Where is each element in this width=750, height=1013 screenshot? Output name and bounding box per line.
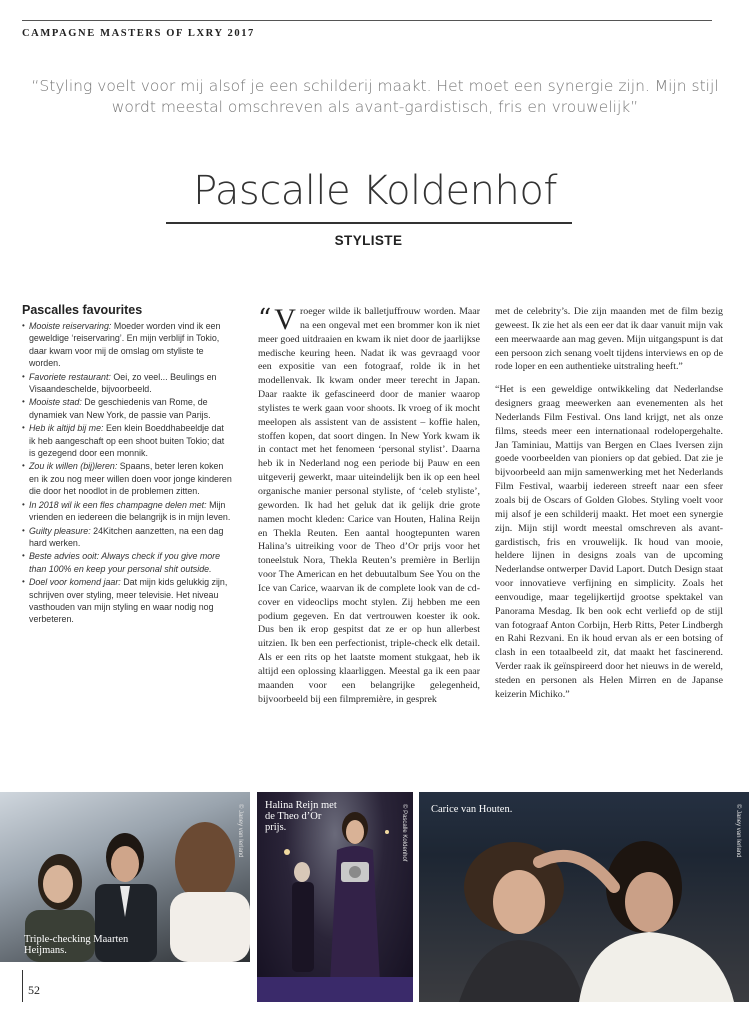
photo-caption: Halina Reijn met de Theo d’Or prijs. xyxy=(265,800,337,833)
article-paragraph xyxy=(258,305,480,706)
favourites-list xyxy=(22,320,232,626)
photo-maarten-heijmans xyxy=(0,792,250,962)
list-item xyxy=(22,499,232,524)
photo-carice-van-houten xyxy=(419,792,749,1002)
page-number-rule xyxy=(22,970,23,1002)
list-item xyxy=(22,320,232,370)
list-item xyxy=(22,460,232,497)
item-text: 24Kitchen aanzetten, na een dag hard werken. xyxy=(29,525,224,548)
item-key: Heb ik altijd bij me: xyxy=(29,423,104,434)
drop-quote-mark: “ xyxy=(258,304,272,334)
photo-caption: Triple-checking Maarten Heijmans. xyxy=(24,934,129,956)
list-item xyxy=(22,396,232,421)
item-text: Een klein Boeddhabeeldje dat ik heb aangeschaft op een shoot buiten Tokio; dat is gezegend door een monnik. xyxy=(29,423,225,459)
article-paragraph: met de celebrity’s. Die zijn maanden met de film bezig geweest. Ik zie het als een eer dat ik daar vanuit mijn vak een meerwaarde aan mag geven. Mijn uitgangspunt is dat een persoon zich senang voelt tijdens interviews en op de rode loper en een authentieke uitstraling heeft.” xyxy=(495,306,723,373)
item-text: De geschiedenis van Rome, de dynamiek van New York, de passie van Parijs. xyxy=(29,397,211,420)
article-column-middle xyxy=(258,305,480,715)
favourites-box xyxy=(22,303,232,627)
item-key: In 2018 wil ik een fles champagne delen met: xyxy=(29,499,207,510)
item-key: Favoriete restaurant: xyxy=(29,371,111,382)
photo-credit: © Janey van Ierland xyxy=(237,804,243,858)
photo-illustration xyxy=(419,792,749,1002)
item-key: Doel voor komend jaar: xyxy=(29,577,121,588)
article-column-right xyxy=(495,305,723,711)
header-rule xyxy=(22,20,712,21)
photo-credit: © Pascalle Koldenhof xyxy=(401,804,407,862)
title-rule xyxy=(166,222,572,224)
item-key: Zou ik willen (bij)leren: xyxy=(29,461,118,472)
list-item xyxy=(22,371,232,396)
article-title: Pascalle Koldenhof xyxy=(193,168,557,214)
section-kicker: CAMPAGNE MASTERS OF LXRY 2017 xyxy=(22,28,255,39)
list-item xyxy=(22,525,232,550)
favourites-title: Pascalles favourites xyxy=(22,303,143,317)
item-text: Spaans, beter leren koken en ik zou nog meer willen doen voor jonge kinderen die door het noodlot in de problemen zitten. xyxy=(29,461,232,497)
item-key: Beste advies ooit: Always check if you give more than 100% en keep your personal shit outside. xyxy=(29,551,221,574)
item-text: Oei, zo veel... Beulings en Visaandeschelde, bijvoorbeeld. xyxy=(29,371,217,395)
photo-caption: Carice van Houten. xyxy=(431,804,513,815)
item-key: Mooiste reiservaring: xyxy=(29,321,112,331)
paragraph-text: roeger wilde ik balletjuffrouw worden. Maar na een ongeval met een brommer kon ik niet meer goed uitdraaien en kwam ik niet door de jaarlijkse medische keuring heen. Nadat ik was gevraagd voor een expositie van een fotograaf, rolde ik in het modellenvak. Ik kwam onder meer terecht in Japan. Daar raakte ik gefascineerd door de manier waarop stylistes te werk gaan voor shoots. Ik vroeg of ik mocht meelopen als assistent van de assistent – koffie halen, stoffen kopen, dat soort dingen. In New York kwam ik in contact met het fenomeen ‘personal stylist’. Daarna heb ik in Nederland nog een periode bij Pauw en een uitgeverij gewerkt, maar uiteindelijk ben ik op een heel organische manier personal styliste, of ‘celeb styliste’, geworden. Ik had het geluk dat ik gelijk drie grote namen mocht kleden: Carice van Houten, Halina Reijn en Thekla Reuten. Een aantal hoogtepunten waren Halina’s uitreiking voor de Theo d’Or prijs voor het toneelstuk Nora, Thekla Reuten’s première in Berlijn voor The American en het debuutalbum See You on the Ice van Carice, waarvan ik de complete look van de cd-cover en videoclips mocht stylen. Zij hebben me een podium gegeven. En dat vertrouwen koester ik ook. Dus ben ik erop gespitst dat ze er op hun allerbest uitzien. Ik ben een perfectionist, triple-check elk detail. Als er een rits op het laatste moment stukgaat, heb ik altijd een oplossing klaarliggen. Meestal ga ik een paar maanden voor een belangrijke gelegenheid, bijvoorbeeld bij een filmpremière, in gesprek xyxy=(258,306,480,705)
photo-halina-reijn xyxy=(257,792,413,1002)
item-text: Moeder worden vind ik een geweldige ‘reiservaring’. En mijn verblijf in Tokio, daar kwam voor mij de omslag om styliste te worden. xyxy=(29,321,221,369)
list-item xyxy=(22,576,232,626)
item-key: Guilty pleasure: xyxy=(29,525,91,536)
article-paragraph: “Het is een geweldige ontwikkeling dat Nederlandse designers graag meewerken aan evenementen als het Nederlands Film Festival. Ons land krijgt, net als onze films, steeds meer een internationaal rodelopergehalte. Jan Taminiau, Mattijs van Bergen en Claes Iversen zijn goede voorbeelden van pioniers op dat gebied. Dat zie je bijvoorbeeld aan mijn samenwerking met het Nederlands Film Festival, waarbij iedereen streeft naar een sfeer zoals bij de Oscars of Golden Globes. Styling voelt voor mij alsof je een schilderij maakt. Het moet een synergie zijn. Mijn stijl wordt meestal omschreven als avant-gardistisch, fris en vrouwelijk. Ik houd van mooie, heldere lijnen in designs zoals van de upcoming Nederlandse ontwerper David Laport. Dutch Design staat voor innovatieve verfijning en simplicity. Zoals het eenvoudige, maar tegelijkertijd grootse spektakel van Panorama Mesdag. Ik ben ook echt verliefd op de stijl van fotograaf Anton Corbijn, Herb Ritts, Peter Lindbergh en Rahi Rezvani. En ik houd ervan als er een botsing of clash in een totaalbeeld zit, dat maakt het fascinerend. Verder raak ik geïnspireerd door het nieuws in de wereld, steden en personen als Helen Mirren en de Japanse keizerin Michiko.” xyxy=(495,384,723,700)
article-subtitle: STYLISTE xyxy=(334,233,403,248)
item-text: Mijn vrienden en iedereen die belangrijk is in mijn leven. xyxy=(29,499,231,523)
list-item xyxy=(22,422,232,459)
drop-cap: V xyxy=(274,303,296,336)
list-item xyxy=(22,550,232,575)
item-key: Mooiste stad: xyxy=(29,397,82,408)
item-text: Dat mijn kids gelukkig zijn, schrijven over styling, meer televisie. Het niveau vasthouden van mijn styling en waar nodig nog verbeteren. xyxy=(29,577,228,625)
page-number: 52 xyxy=(28,983,40,997)
photo-credit: © Janey van Ierland xyxy=(735,804,741,858)
pull-quote: “Styling voelt voor mij alsof je een schilderij maakt. Het moet een synergie zijn. Mijn stijl wordt meestal omschreven als avant-gardistisch, fris en vrouwelijk” xyxy=(31,77,719,116)
